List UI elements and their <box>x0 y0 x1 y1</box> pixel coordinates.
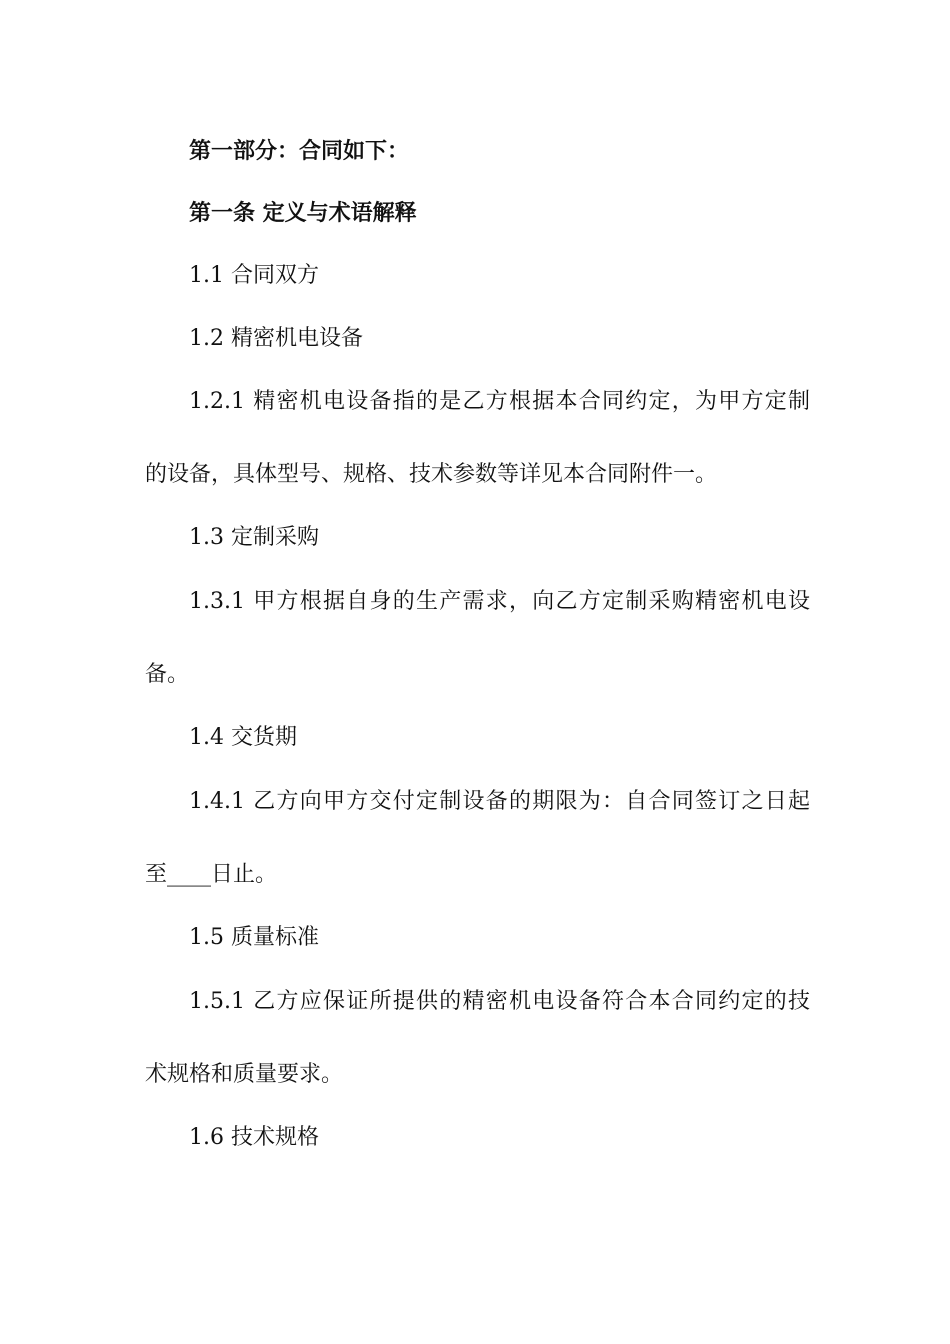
part-heading: 第一部分：合同如下： <box>189 139 410 164</box>
clause-1-3-1-line-1: 1.3.1 甲方根据自身的生产需求，向乙方定制采购精密机电设 <box>189 589 810 614</box>
clause-1-5: 1.5 质量标准 <box>189 925 319 950</box>
clause-1-4-1-line-2: 至____日止。 <box>145 862 278 887</box>
clause-1-5-1-line-1: 1.5.1 乙方应保证所提供的精密机电设备符合本合同约定的技 <box>189 989 810 1014</box>
article-heading: 第一条 定义与术语解释 <box>189 201 417 226</box>
clause-1-6: 1.6 技术规格 <box>189 1125 319 1150</box>
clause-1-4: 1.4 交货期 <box>189 725 297 750</box>
clause-1-4-1-line-1: 1.4.1 乙方向甲方交付定制设备的期限为：自合同签订之日起 <box>189 789 810 814</box>
clause-1-5-1-line-2: 术规格和质量要求。 <box>145 1062 344 1087</box>
clause-1-2-1-line-2: 的设备，具体型号、规格、技术参数等详见本合同附件一。 <box>145 462 718 487</box>
clause-1-3: 1.3 定制采购 <box>189 525 319 550</box>
clause-1-2: 1.2 精密机电设备 <box>189 326 363 351</box>
clause-1-2-1-line-1: 1.2.1 精密机电设备指的是乙方根据本合同约定，为甲方定制 <box>189 389 810 414</box>
clause-1-3-1-line-2: 备。 <box>145 662 190 687</box>
clause-1-1: 1.1 合同双方 <box>189 263 319 288</box>
